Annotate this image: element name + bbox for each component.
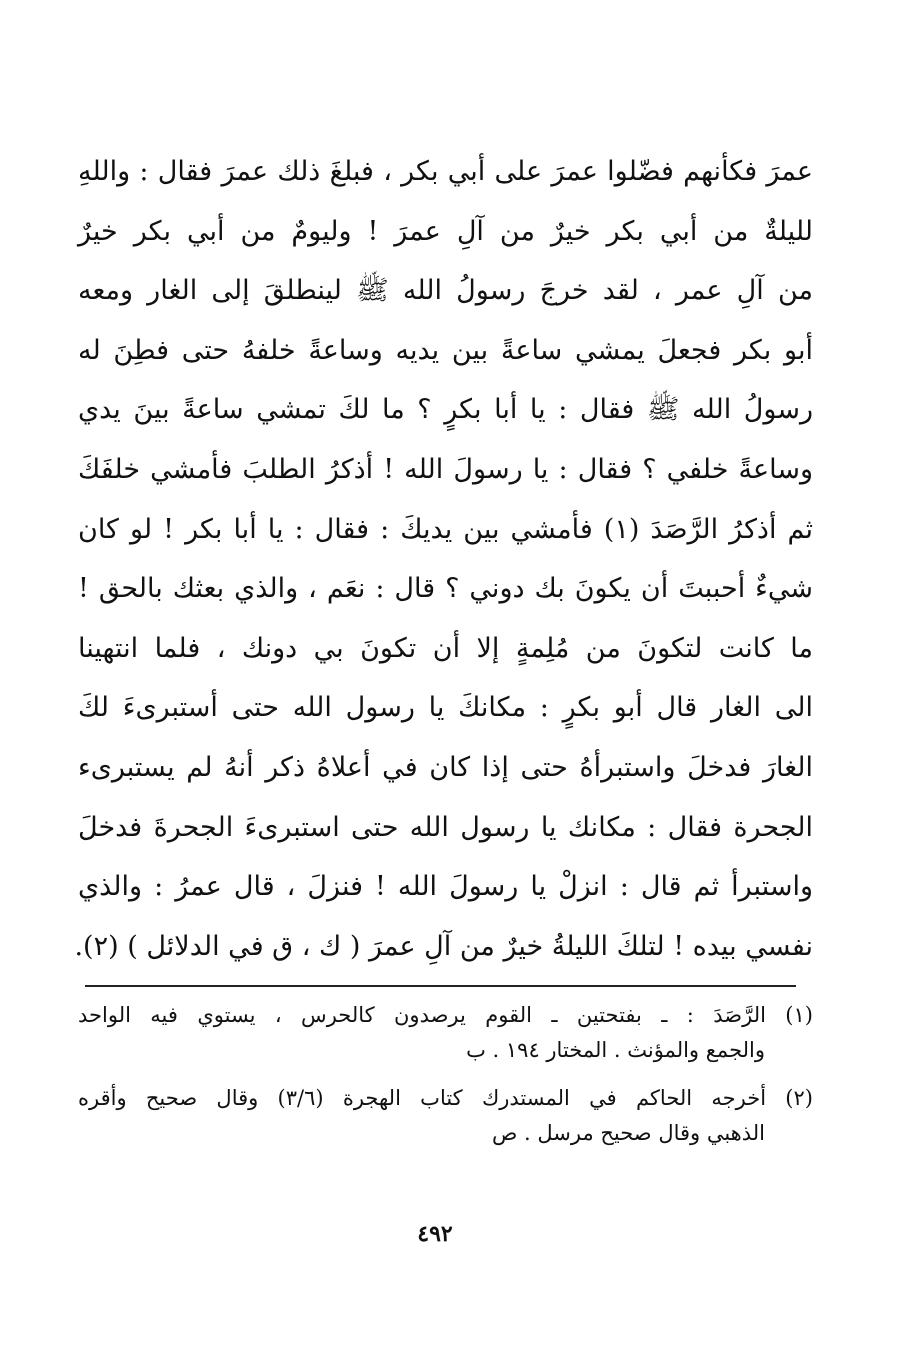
text-line: نفسي بيده ! لتلكَ الليلةُ خيرٌ من آلِ عمرَ ( ك ، ق في الدلائل ) (٢).	[74, 930, 813, 962]
footnote-divider	[85, 985, 796, 987]
text-line: من آلِ عمر ، لقد خرجَ رسولُ الله ﷺ لينطلقَ إلى الغار ومعه	[78, 275, 813, 307]
footnote-2	[78, 1081, 813, 1151]
footnote-line: والجمع والمؤنث . المختار ١٩٤ . ب	[466, 1038, 765, 1062]
text-line: شيءٌ أحببتَ أن يكونَ بك دوني ؟ قال : نعَم ، والذي بعثك بالحق !	[78, 573, 813, 605]
footnote-line: (٢) أخرجه الحاكم في المستدرك كتاب الهجرة (٣/٦) وقال صحيح وأقره	[78, 1086, 813, 1110]
text-line: ما كانت لتكونَ من مُلِمةٍ إلا أن تكونَ بي دونك ، فلما انتهينا	[78, 632, 813, 664]
text-line: ثم أذكرُ الرَّصَدَ (١) فأمشي بين يديكَ : فقال : يا أبا بكر ! لو كان	[78, 513, 813, 545]
text-line: الى الغار قال أبو بكرٍ : مكانكَ يا رسول الله حتى أستبرىءَ لكَ	[78, 692, 813, 724]
text-line: وساعةً خلفي ؟ فقال : يا رسولَ الله ! أذكرُ الطلبَ فأمشي خلفَكَ	[78, 453, 813, 485]
text-line: لليلةٌ من أبي بكر خيرٌ من آلِ عمرَ ! وليومٌ من أبي بكر خيرٌ	[78, 215, 813, 247]
footnote-1	[78, 998, 813, 1068]
text-line: عمرَ فكأنهم فضّلوا عمرَ على أبي بكر ، فبلغَ ذلك عمرَ فقال : واللهِ	[78, 156, 813, 187]
text-line: الغارَ فدخلَ واستبرأهُ حتى إذا كان في أعلاهُ ذكر أنهُ لم يستبرىء	[78, 751, 813, 783]
page-number: ٤٩٢	[417, 1221, 453, 1247]
main-text	[74, 142, 813, 976]
footnotes	[78, 998, 813, 1151]
text-line: واستبرأ ثم قال : انزلْ يا رسولَ الله ! فنزلَ ، قال عمرُ : والذي	[78, 871, 813, 903]
footnote-line: الذهبي وقال صحيح مرسل . ص	[491, 1121, 765, 1145]
footnote-line: (١) الرَّصَدَ : ـ بفتحتين ـ القوم يرصدون كالحرس ، يستوي فيه الواحد	[78, 1003, 813, 1027]
text-line: أبو بكر فجعلَ يمشي ساعةً بين يديه وساعةً خلفهُ حتى فطِنَ له	[78, 334, 813, 366]
text-line: رسولُ الله ﷺ فقال : يا أبا بكرٍ ؟ ما لكَ تمشي ساعةً بينَ يدي	[78, 394, 813, 426]
text-line: الجحرة فقال : مكانك يا رسول الله حتى استبرىءَ الجحرةَ فدخلَ	[78, 811, 813, 843]
